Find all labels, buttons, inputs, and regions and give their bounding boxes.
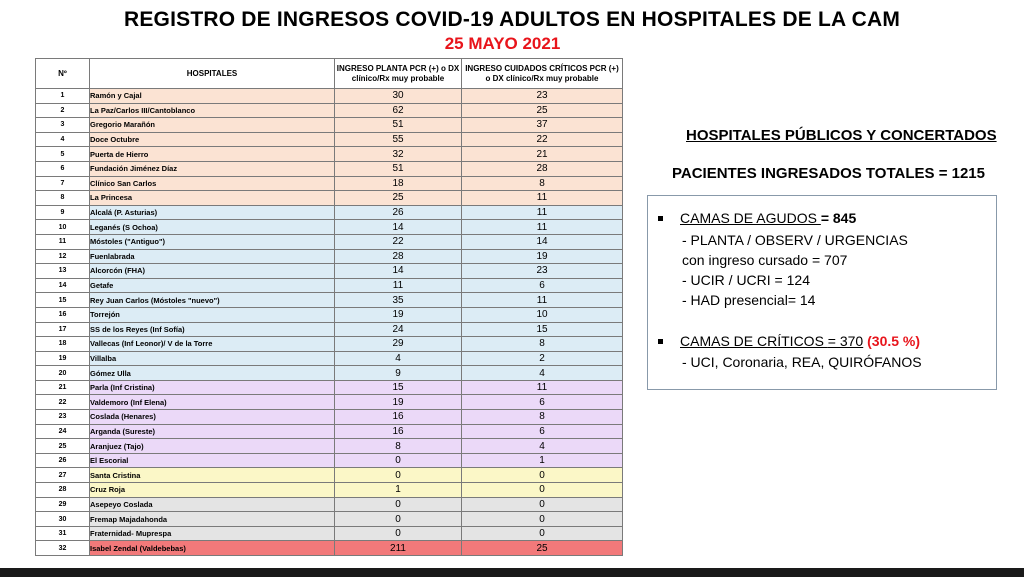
row-number: 29 — [36, 497, 90, 512]
hospital-name: SS de los Reyes (Inf Sofía) — [90, 322, 335, 337]
criticos-value: 19 — [462, 249, 623, 264]
page-title: REGISTRO DE INGRESOS COVID-19 ADULTOS EN HOSPITALES DE LA CAM — [123, 8, 901, 31]
row-number: 27 — [36, 468, 90, 483]
hospital-name: Ramón y Cajal — [90, 89, 335, 104]
table-row — [36, 278, 623, 293]
planta-value: 0 — [335, 468, 462, 483]
row-number: 10 — [36, 220, 90, 235]
table-row — [36, 424, 623, 439]
table-row — [36, 468, 623, 483]
planta-value: 0 — [335, 497, 462, 512]
table-row — [36, 307, 623, 322]
hospital-name: Fuenlabrada — [90, 249, 335, 264]
table-row — [36, 89, 623, 104]
header-hospital: HOSPITALES — [90, 59, 335, 89]
criticos-value: 8 — [462, 176, 623, 191]
row-number: 22 — [36, 395, 90, 410]
hospital-name: Torrejón — [90, 307, 335, 322]
planta-value: 11 — [335, 278, 462, 293]
row-number: 11 — [36, 234, 90, 249]
row-number: 20 — [36, 366, 90, 381]
row-number: 18 — [36, 337, 90, 352]
row-number: 16 — [36, 307, 90, 322]
planta-value: 30 — [335, 89, 462, 104]
hospital-name: Aranjuez (Tajo) — [90, 439, 335, 454]
criticos-value: 4 — [462, 439, 623, 454]
hospital-name: La Paz/Carlos III/Cantoblanco — [90, 103, 335, 118]
planta-value: 22 — [335, 234, 462, 249]
hospital-name: Isabel Zendal (Valdebebas) — [90, 541, 335, 556]
hospital-name: Gregorio Marañón — [90, 118, 335, 133]
planta-value: 24 — [335, 322, 462, 337]
criticos-value: 2 — [462, 351, 623, 366]
hospital-name: Rey Juan Carlos (Móstoles "nuevo") — [90, 293, 335, 308]
table-row — [36, 103, 623, 118]
bottom-bar — [0, 568, 1024, 577]
table-row — [36, 118, 623, 133]
criticos-value: 21 — [462, 147, 623, 162]
planta-value: 35 — [335, 293, 462, 308]
agudos-line1: - PLANTA / OBSERV / URGENCIAS — [682, 232, 908, 248]
hospital-name: Parla (Inf Cristina) — [90, 380, 335, 395]
table-row — [36, 205, 623, 220]
planta-value: 9 — [335, 366, 462, 381]
bullet-icon — [658, 339, 663, 344]
table-row — [36, 395, 623, 410]
hospital-name: Villalba — [90, 351, 335, 366]
table-row — [36, 512, 623, 527]
criticos-value: 6 — [462, 278, 623, 293]
table-row — [36, 176, 623, 191]
hospital-name: Vallecas (Inf Leonor)/ V de la Torre — [90, 337, 335, 352]
table-row — [36, 439, 623, 454]
planta-value: 19 — [335, 307, 462, 322]
table-row — [36, 337, 623, 352]
row-number: 26 — [36, 453, 90, 468]
criticos-value: 0 — [462, 483, 623, 498]
table-row — [36, 132, 623, 147]
planta-value: 0 — [335, 453, 462, 468]
table-row — [36, 526, 623, 541]
row-number: 30 — [36, 512, 90, 527]
row-number: 25 — [36, 439, 90, 454]
planta-value: 15 — [335, 380, 462, 395]
hospital-name: Valdemoro (Inf Elena) — [90, 395, 335, 410]
criticos-value: = 370 — [827, 333, 864, 349]
hospital-name: Puerta de Hierro — [90, 147, 335, 162]
criticos-value: 22 — [462, 132, 623, 147]
criticos-value: 11 — [462, 205, 623, 220]
row-number: 2 — [36, 103, 90, 118]
hospital-name: Móstoles ("Antiguo") — [90, 234, 335, 249]
planta-value: 16 — [335, 410, 462, 425]
planta-value: 25 — [335, 191, 462, 206]
planta-value: 26 — [335, 205, 462, 220]
hospital-name: Alcalá (P. Asturias) — [90, 205, 335, 220]
agudos-line2: con ingreso cursado = 707 — [682, 252, 848, 268]
table-row — [36, 249, 623, 264]
table-row — [36, 191, 623, 206]
hospital-name: Cruz Roja — [90, 483, 335, 498]
planta-value: 62 — [335, 103, 462, 118]
row-number: 31 — [36, 526, 90, 541]
planta-value: 51 — [335, 161, 462, 176]
table-body — [36, 89, 623, 556]
table-row — [36, 220, 623, 235]
table-row — [36, 541, 623, 556]
row-number: 12 — [36, 249, 90, 264]
table-header-row — [36, 59, 623, 89]
table-row — [36, 351, 623, 366]
table-row — [36, 483, 623, 498]
report-date: 25 MAYO 2021 — [444, 34, 561, 53]
summary-total: PACIENTES INGRESADOS TOTALES = 1215 — [672, 165, 985, 182]
criticos-value: 11 — [462, 191, 623, 206]
criticos-value: 23 — [462, 264, 623, 279]
summary-header: HOSPITALES PÚBLICOS Y CONCERTADOS — [686, 127, 997, 144]
bullet-icon — [658, 216, 663, 221]
planta-value: 18 — [335, 176, 462, 191]
planta-value: 29 — [335, 337, 462, 352]
criticos-value: 1 — [462, 453, 623, 468]
planta-value: 28 — [335, 249, 462, 264]
row-number: 1 — [36, 89, 90, 104]
row-number: 5 — [36, 147, 90, 162]
criticos-value: 14 — [462, 234, 623, 249]
hospital-name: Doce Octubre — [90, 132, 335, 147]
planta-value: 4 — [335, 351, 462, 366]
table-row — [36, 453, 623, 468]
criticos-value: 8 — [462, 337, 623, 352]
criticos-value: 6 — [462, 424, 623, 439]
criticos-value: 23 — [462, 89, 623, 104]
row-number: 4 — [36, 132, 90, 147]
planta-value: 14 — [335, 264, 462, 279]
criticos-value: 0 — [462, 512, 623, 527]
planta-value: 8 — [335, 439, 462, 454]
criticos-line1: - UCI, Coronaria, REA, QUIRÓFANOS — [682, 354, 922, 370]
table-row — [36, 366, 623, 381]
row-number: 28 — [36, 483, 90, 498]
hospital-name: La Princesa — [90, 191, 335, 206]
criticos-line — [680, 331, 920, 351]
row-number: 32 — [36, 541, 90, 556]
hospital-admissions-table — [35, 58, 623, 556]
table-row — [36, 264, 623, 279]
row-number: 6 — [36, 161, 90, 176]
beds-summary-box — [647, 195, 997, 390]
row-number: 7 — [36, 176, 90, 191]
criticos-label: CAMAS DE CRÍTICOS — [680, 333, 828, 349]
criticos-value: 8 — [462, 410, 623, 425]
hospital-name: Getafe — [90, 278, 335, 293]
agudos-value: = 845 — [820, 210, 857, 226]
row-number: 9 — [36, 205, 90, 220]
planta-value: 51 — [335, 118, 462, 133]
hospital-name: Leganés (S Ochoa) — [90, 220, 335, 235]
hospital-name: El Escorial — [90, 453, 335, 468]
planta-value: 19 — [335, 395, 462, 410]
agudos-label: CAMAS DE AGUDOS — [680, 210, 821, 226]
planta-value: 1 — [335, 483, 462, 498]
criticos-value: 11 — [462, 220, 623, 235]
planta-value: 211 — [335, 541, 462, 556]
planta-value: 0 — [335, 526, 462, 541]
criticos-percentage: (30.5 %) — [867, 333, 921, 349]
row-number: 24 — [36, 424, 90, 439]
header-planta: INGRESO PLANTA PCR (+) o DX clínico/Rx muy probable — [335, 59, 462, 89]
hospital-name: Fundación Jiménez Díaz — [90, 161, 335, 176]
row-number: 19 — [36, 351, 90, 366]
hospital-name: Fremap Majadahonda — [90, 512, 335, 527]
planta-value: 55 — [335, 132, 462, 147]
table-row — [36, 410, 623, 425]
header-criticos: INGRESO CUIDADOS CRÍTICOS PCR (+) o DX clínico/Rx muy probable — [462, 59, 623, 89]
table-row — [36, 380, 623, 395]
hospital-name: Arganda (Sureste) — [90, 424, 335, 439]
criticos-value: 15 — [462, 322, 623, 337]
row-number: 21 — [36, 380, 90, 395]
criticos-value: 0 — [462, 468, 623, 483]
hospital-name: Clínico San Carlos — [90, 176, 335, 191]
hospital-name: Alcorcón (FHA) — [90, 264, 335, 279]
criticos-value: 4 — [462, 366, 623, 381]
criticos-value: 11 — [462, 380, 623, 395]
criticos-value: 6 — [462, 395, 623, 410]
agudos-line4: - HAD presencial= 14 — [682, 292, 816, 308]
row-number: 14 — [36, 278, 90, 293]
criticos-value: 10 — [462, 307, 623, 322]
table-row — [36, 147, 623, 162]
row-number: 8 — [36, 191, 90, 206]
table-row — [36, 234, 623, 249]
planta-value: 32 — [335, 147, 462, 162]
hospital-name: Asepeyo Coslada — [90, 497, 335, 512]
table-row — [36, 322, 623, 337]
row-number: 17 — [36, 322, 90, 337]
criticos-value: 37 — [462, 118, 623, 133]
table-row — [36, 497, 623, 512]
hospital-name: Coslada (Henares) — [90, 410, 335, 425]
row-number: 23 — [36, 410, 90, 425]
agudos-line — [680, 208, 856, 228]
table-row — [36, 293, 623, 308]
header-num: Nº — [36, 59, 90, 89]
criticos-value: 0 — [462, 497, 623, 512]
row-number: 15 — [36, 293, 90, 308]
criticos-value: 11 — [462, 293, 623, 308]
planta-value: 16 — [335, 424, 462, 439]
hospital-name: Santa Cristina — [90, 468, 335, 483]
planta-value: 0 — [335, 512, 462, 527]
hospital-name: Fraternidad- Muprespa — [90, 526, 335, 541]
criticos-value: 28 — [462, 161, 623, 176]
row-number: 3 — [36, 118, 90, 133]
row-number: 13 — [36, 264, 90, 279]
table-row — [36, 161, 623, 176]
agudos-line3: - UCIR / UCRI = 124 — [682, 272, 810, 288]
criticos-value: 0 — [462, 526, 623, 541]
criticos-value: 25 — [462, 103, 623, 118]
hospital-name: Gómez Ulla — [90, 366, 335, 381]
planta-value: 14 — [335, 220, 462, 235]
criticos-value: 25 — [462, 541, 623, 556]
